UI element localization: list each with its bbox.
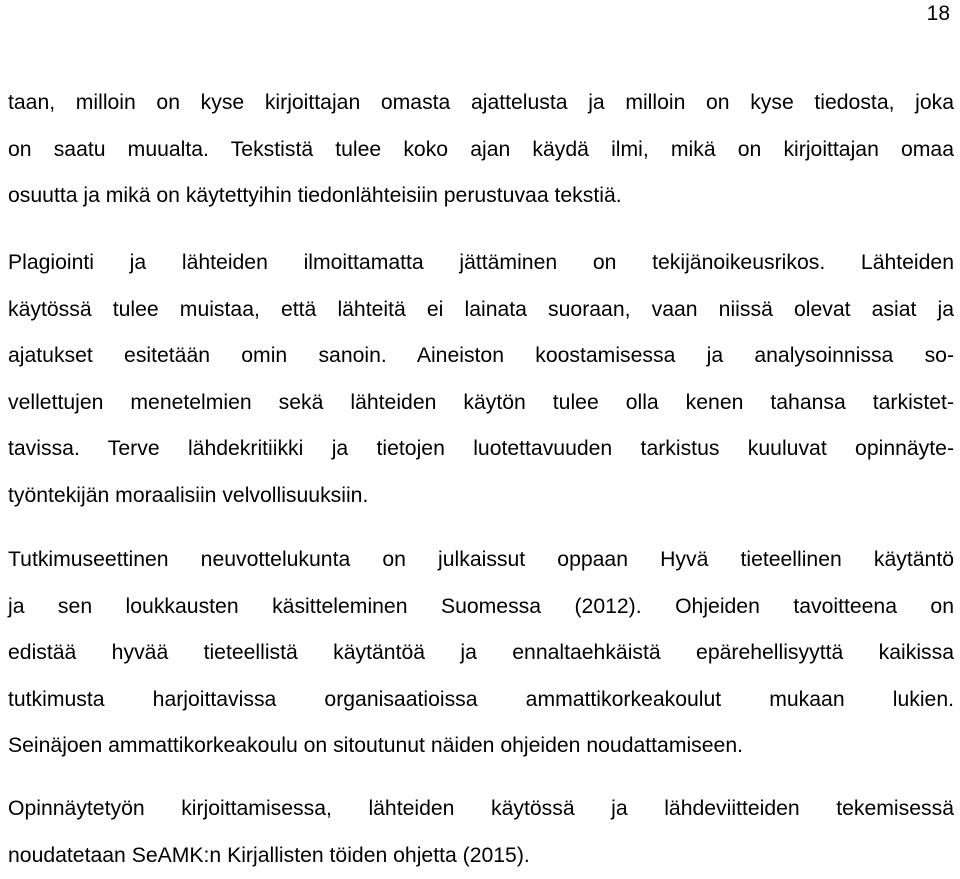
paragraph-2 <box>8 240 954 519</box>
paragraph-3 <box>8 537 954 770</box>
text-line: noudatetaan SeAMK:n Kirjallisten töiden ohjetta (2015). <box>8 833 954 879</box>
text-line: ajatukset esitetään omin sanoin. Aineiston koostamisessa ja analysoinnissa so- <box>8 333 954 380</box>
text-line: Tutkimuseettinen neuvottelukunta on julkaissut oppaan Hyvä tieteellinen käytäntö <box>8 537 954 584</box>
text-line: tutkimusta harjoittavissa organisaatioissa ammattikorkeakoulut mukaan lukien. <box>8 677 954 724</box>
text-line: Opinnäytetyön kirjoittamisessa, lähteiden käytössä ja lähdeviitteiden tekemisessä <box>8 786 954 833</box>
text-line: on saatu muualta. Tekstistä tulee koko ajan käydä ilmi, mikä on kirjoittajan omaa <box>8 127 954 174</box>
text-line: Plagiointi ja lähteiden ilmoittamatta jättäminen on tekijänoikeusrikos. Lähteiden <box>8 240 954 287</box>
text-line: käytössä tulee muistaa, että lähteitä ei lainata suoraan, vaan niissä olevat asiat ja <box>8 287 954 334</box>
text-line: osuutta ja mikä on käytettyihin tiedonlähteisiin perustuvaa tekstiä. <box>8 173 954 220</box>
text-line: ja sen loukkausten käsitteleminen Suomessa (2012). Ohjeiden tavoitteena on <box>8 584 954 631</box>
text-line: työntekijän moraalisiin velvollisuuksiin. <box>8 473 954 520</box>
text-line: Seinäjoen ammattikorkeakoulu on sitoutunut näiden ohjeiden noudattamiseen. <box>8 723 954 770</box>
text-line: edistää hyvää tieteellistä käytäntöä ja ennaltaehkäistä epärehellisyyttä kaikissa <box>8 630 954 677</box>
text-line: vellettujen menetelmien sekä lähteiden käytön tulee olla kenen tahansa tarkistet- <box>8 380 954 427</box>
text-line: taan, milloin on kyse kirjoittajan omasta ajattelusta ja milloin on kyse tiedosta, joka <box>8 80 954 127</box>
page-number: 18 <box>927 2 950 26</box>
text-line: tavissa. Terve lähdekritiikki ja tietojen luotettavuuden tarkistus kuuluvat opinnäyte- <box>8 426 954 473</box>
paragraph-1 <box>8 80 954 220</box>
paragraph-4 <box>8 786 954 879</box>
